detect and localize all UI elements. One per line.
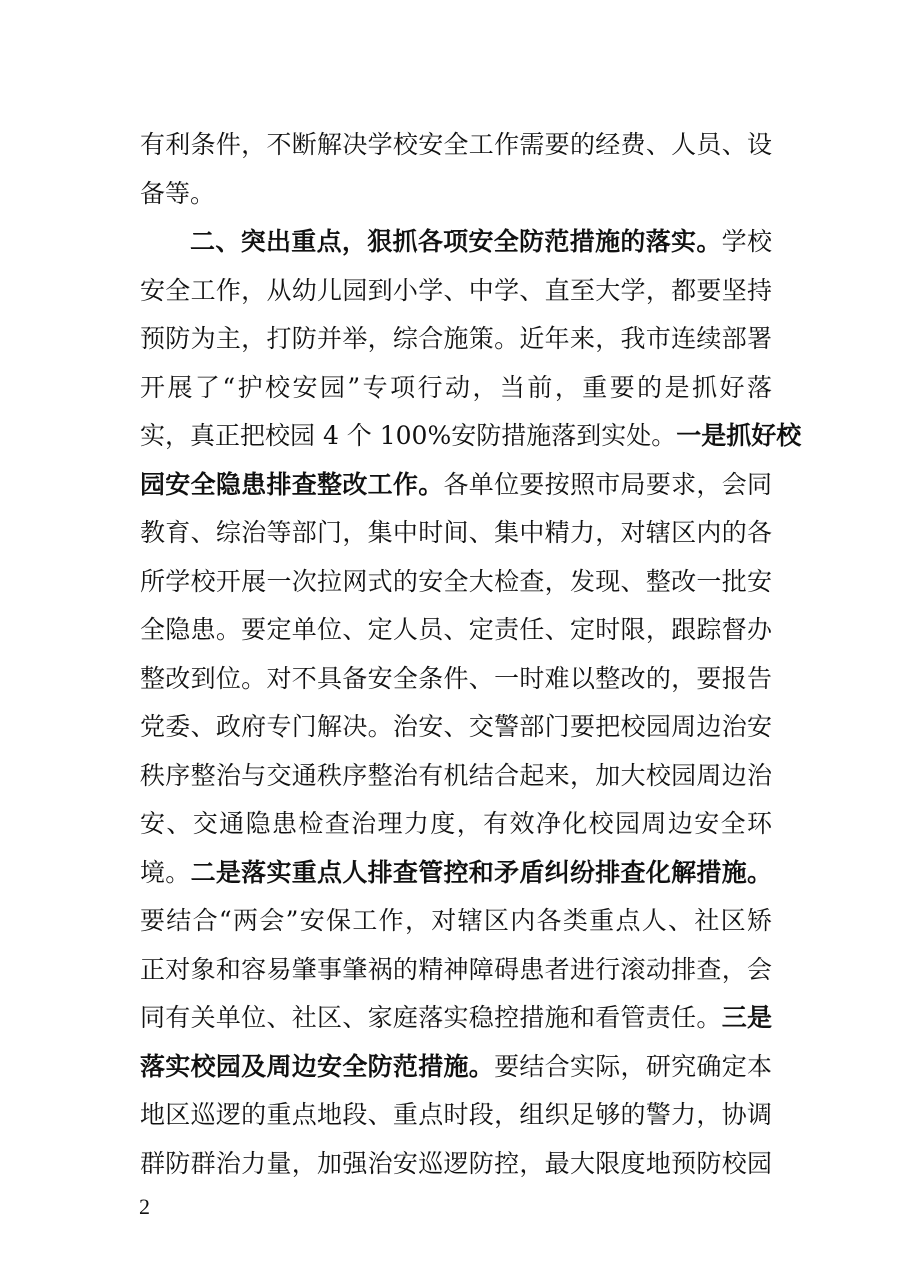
text-line — [140, 901, 772, 941]
text-segment: 正对象和容易肇事肇祸的精神障碍患者进行滚动排查，会 — [140, 955, 772, 984]
text-segment: 要结合实际，研究确定本 — [494, 1052, 772, 1081]
text-segment: 地区巡逻的重点地段、重点时段，组织足够的警力，协调 — [140, 1100, 772, 1129]
text-line — [140, 513, 772, 553]
bold-text: 园安全隐患排查整改工作。 — [140, 470, 444, 499]
text-line — [140, 125, 772, 165]
text-line — [140, 610, 772, 650]
text-segment: 全隐患。要定单位、定人员、定责任、定时限，跟踪督办 — [140, 615, 772, 644]
bold-text: 二、突出重点，狠抓各项安全防范措施的落实。 — [190, 227, 722, 256]
text-segment: 群防群治力量，加强治安巡逻防控，最大限度地预防校园 — [140, 1149, 772, 1178]
text-line — [140, 465, 772, 505]
bold-text: 一是抓好校 — [676, 421, 802, 450]
text-segment: 安、交通隐患检查治理力度，有效净化校园周边安全环 — [140, 809, 772, 838]
text-line — [140, 562, 772, 602]
text-line — [140, 1144, 772, 1184]
text-segment: 同有关单位、社区、家庭落实稳控措施和看管责任。 — [140, 1003, 722, 1032]
text-line — [140, 1095, 772, 1135]
text-segment: 开展了“护校安园”专项行动，当前，重要的是抓好落 — [140, 373, 772, 402]
text-line — [140, 174, 772, 214]
text-segment: 备等。 — [140, 179, 216, 208]
text-line — [140, 416, 802, 456]
text-segment: 各单位要按照市局要求，会同 — [443, 470, 772, 499]
text-line — [140, 707, 772, 747]
text-segment: 学校 — [721, 227, 772, 256]
text-line — [140, 659, 772, 699]
text-line — [190, 222, 772, 262]
text-segment: 实，真正把校园 4 个 100%安防措施落到实处。 — [140, 421, 677, 450]
text-line — [140, 950, 772, 990]
bold-text: 二是落实重点人排查管控和矛盾纠纷排查化解措施。 — [190, 858, 772, 887]
text-segment: 要结合“两会”安保工作，对辖区内各类重点人、社区矫 — [140, 906, 772, 935]
text-segment: 预防为主，打防并举，综合施策。近年来，我市连续部署 — [140, 324, 772, 353]
text-segment: 安全工作，从幼儿园到小学、中学、直至大学，都要坚持 — [140, 276, 772, 305]
text-line — [140, 756, 772, 796]
text-line — [140, 804, 772, 844]
bold-text: 三是 — [721, 1003, 772, 1032]
text-line — [140, 998, 772, 1038]
text-segment: 党委、政府专门解决。治安、交警部门要把校园周边治安 — [140, 712, 772, 741]
text-line — [140, 1047, 772, 1087]
text-segment: 境。 — [140, 858, 191, 887]
text-line — [140, 271, 772, 311]
text-line — [140, 853, 772, 893]
text-line — [140, 319, 772, 359]
text-line — [140, 368, 772, 408]
text-segment: 教育、综治等部门，集中时间、集中精力，对辖区内的各 — [140, 518, 772, 547]
text-segment: 整改到位。对不具备安全条件、一时难以整改的，要报告 — [140, 664, 772, 693]
text-segment: 秩序整治与交通秩序整治有机结合起来，加大校园周边治 — [140, 761, 772, 790]
text-segment: 有利条件，不断解决学校安全工作需要的经费、人员、设 — [140, 130, 772, 159]
page-number: 2 — [139, 1194, 150, 1219]
bold-text: 落实校园及周边安全防范措施。 — [140, 1052, 495, 1081]
text-segment: 所学校开展一次拉网式的安全大检查，发现、整改一批安 — [140, 567, 772, 596]
